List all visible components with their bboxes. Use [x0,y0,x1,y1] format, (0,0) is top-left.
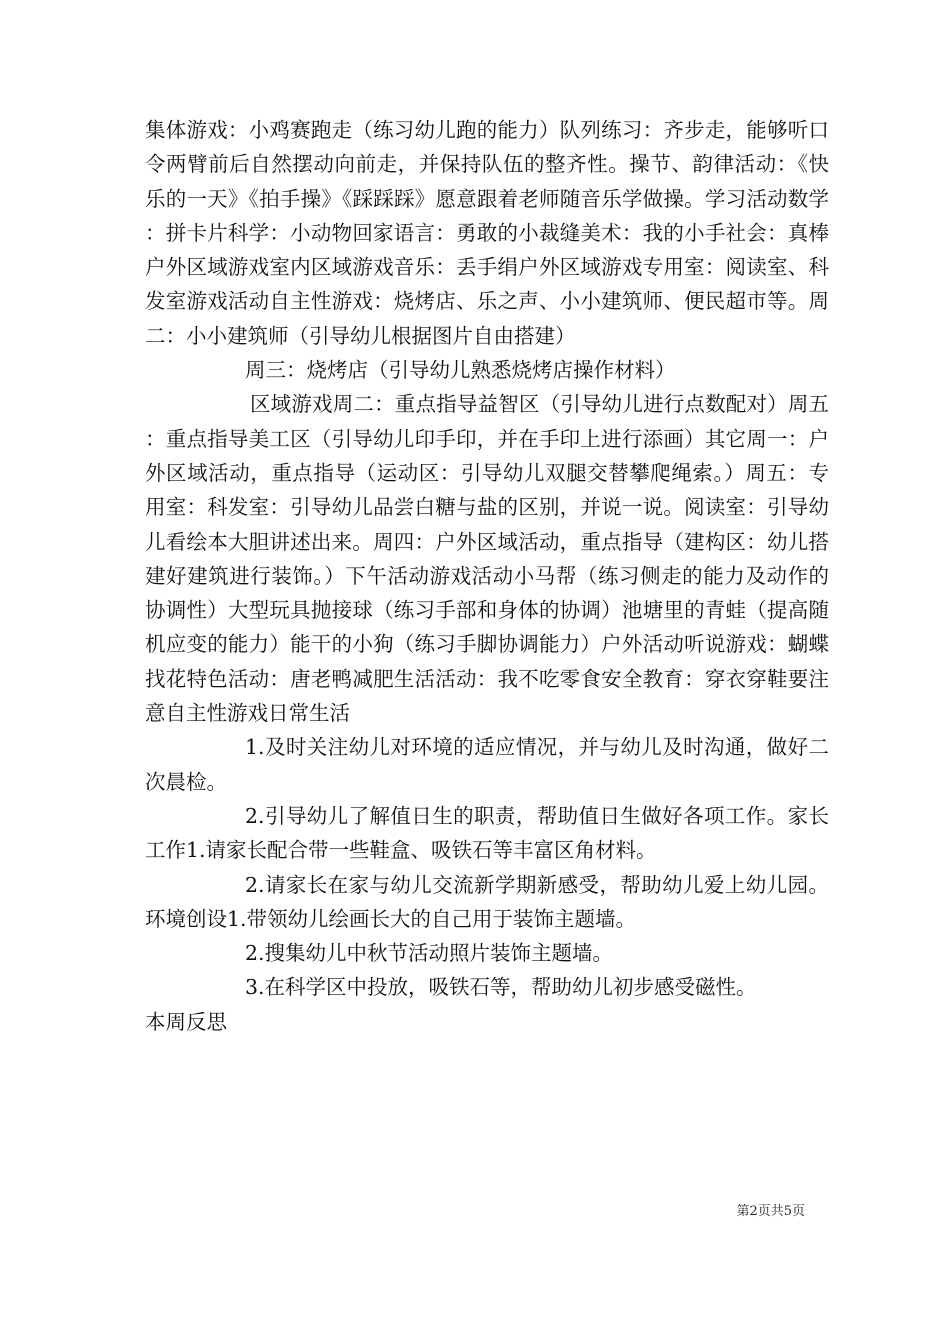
paragraph-daily-life-1: 1.及时关注幼儿对环境的适应情况，并与幼儿及时沟通，做好二次晨检。 [145,735,829,794]
paragraph-activities: 集体游戏：小鸡赛跑走（练习幼儿跑的能力）队列练习：齐步走，能够听口令两臂前后自然摆动向前走，并保持队伍的整齐性。操节、韵律活动：《快乐的一天》《拍手操》《踩踩踩》愿意跟着老师随音乐学做操。学习活动数学：拼卡片科学：小动物回家语言：勇敢的小裁缝美术：我的小手社会：真棒户外区域游戏室内区域游戏音乐：丢手绢户外区域游戏专用室：阅读室、科发室游戏活动自主性游戏：烧烤店、乐之声、小小建筑师、便民超市等。周二：小小建筑师（引导幼儿根据图片自由搭建） [145,118,829,348]
paragraph-parents-2: 2.请家长在家与幼儿交流新学期新感受，帮助幼儿爱上幼儿园。环境创设1.带领幼儿绘画长大的自己用于装饰主题墙。 [145,872,829,931]
paragraph-wednesday: 周三：烧烤店（引导幼儿熟悉烧烤店操作材料） [245,358,676,383]
paragraph-area-games: 区域游戏周二：重点指导益智区（引导幼儿进行点数配对）周五：重点指导美工区（引导幼儿印手印，并在手印上进行添画）其它周一：户外区域活动，重点指导（运动区：引导幼儿双腿交替攀爬绳索。）周五：专用室：科发室：引导幼儿品尝白糖与盐的区别，并说一说。阅读室：引导幼儿看绘本大胆讲述出来。周四：户外区域活动，重点指导（建构区：幼儿搭建好建筑进行装饰。）下午活动游戏活动小马帮（练习侧走的能力及动作的协调性）大型玩具抛接球（练习手部和身体的协调）池塘里的青蛙（提高随机应变的能力）能干的小狗（练习手脚协调能力）户外活动听说游戏：蝴蝶找花特色活动：唐老鸭减肥生活活动：我不吃零食安全教育：穿衣穿鞋要注意自主性游戏日常生活 [145,392,829,726]
document-body [145,113,829,1039]
page-number: 第2页共5页 [736,1204,805,1219]
paragraph-environment-2: 2.搜集幼儿中秋节活动照片装饰主题墙。 [245,941,614,966]
paragraph-environment-3: 3.在科学区中投放，吸铁石等，帮助幼儿初步感受磁性。 [245,975,757,1000]
paragraph-daily-life-2: 2.引导幼儿了解值日生的职责，帮助值日生做好各项工作。家长工作1.请家长配合带一些鞋盒、吸铁石等丰富区角材料。 [145,803,829,863]
paragraph-weekly-reflection: 本周反思 [145,1009,227,1034]
